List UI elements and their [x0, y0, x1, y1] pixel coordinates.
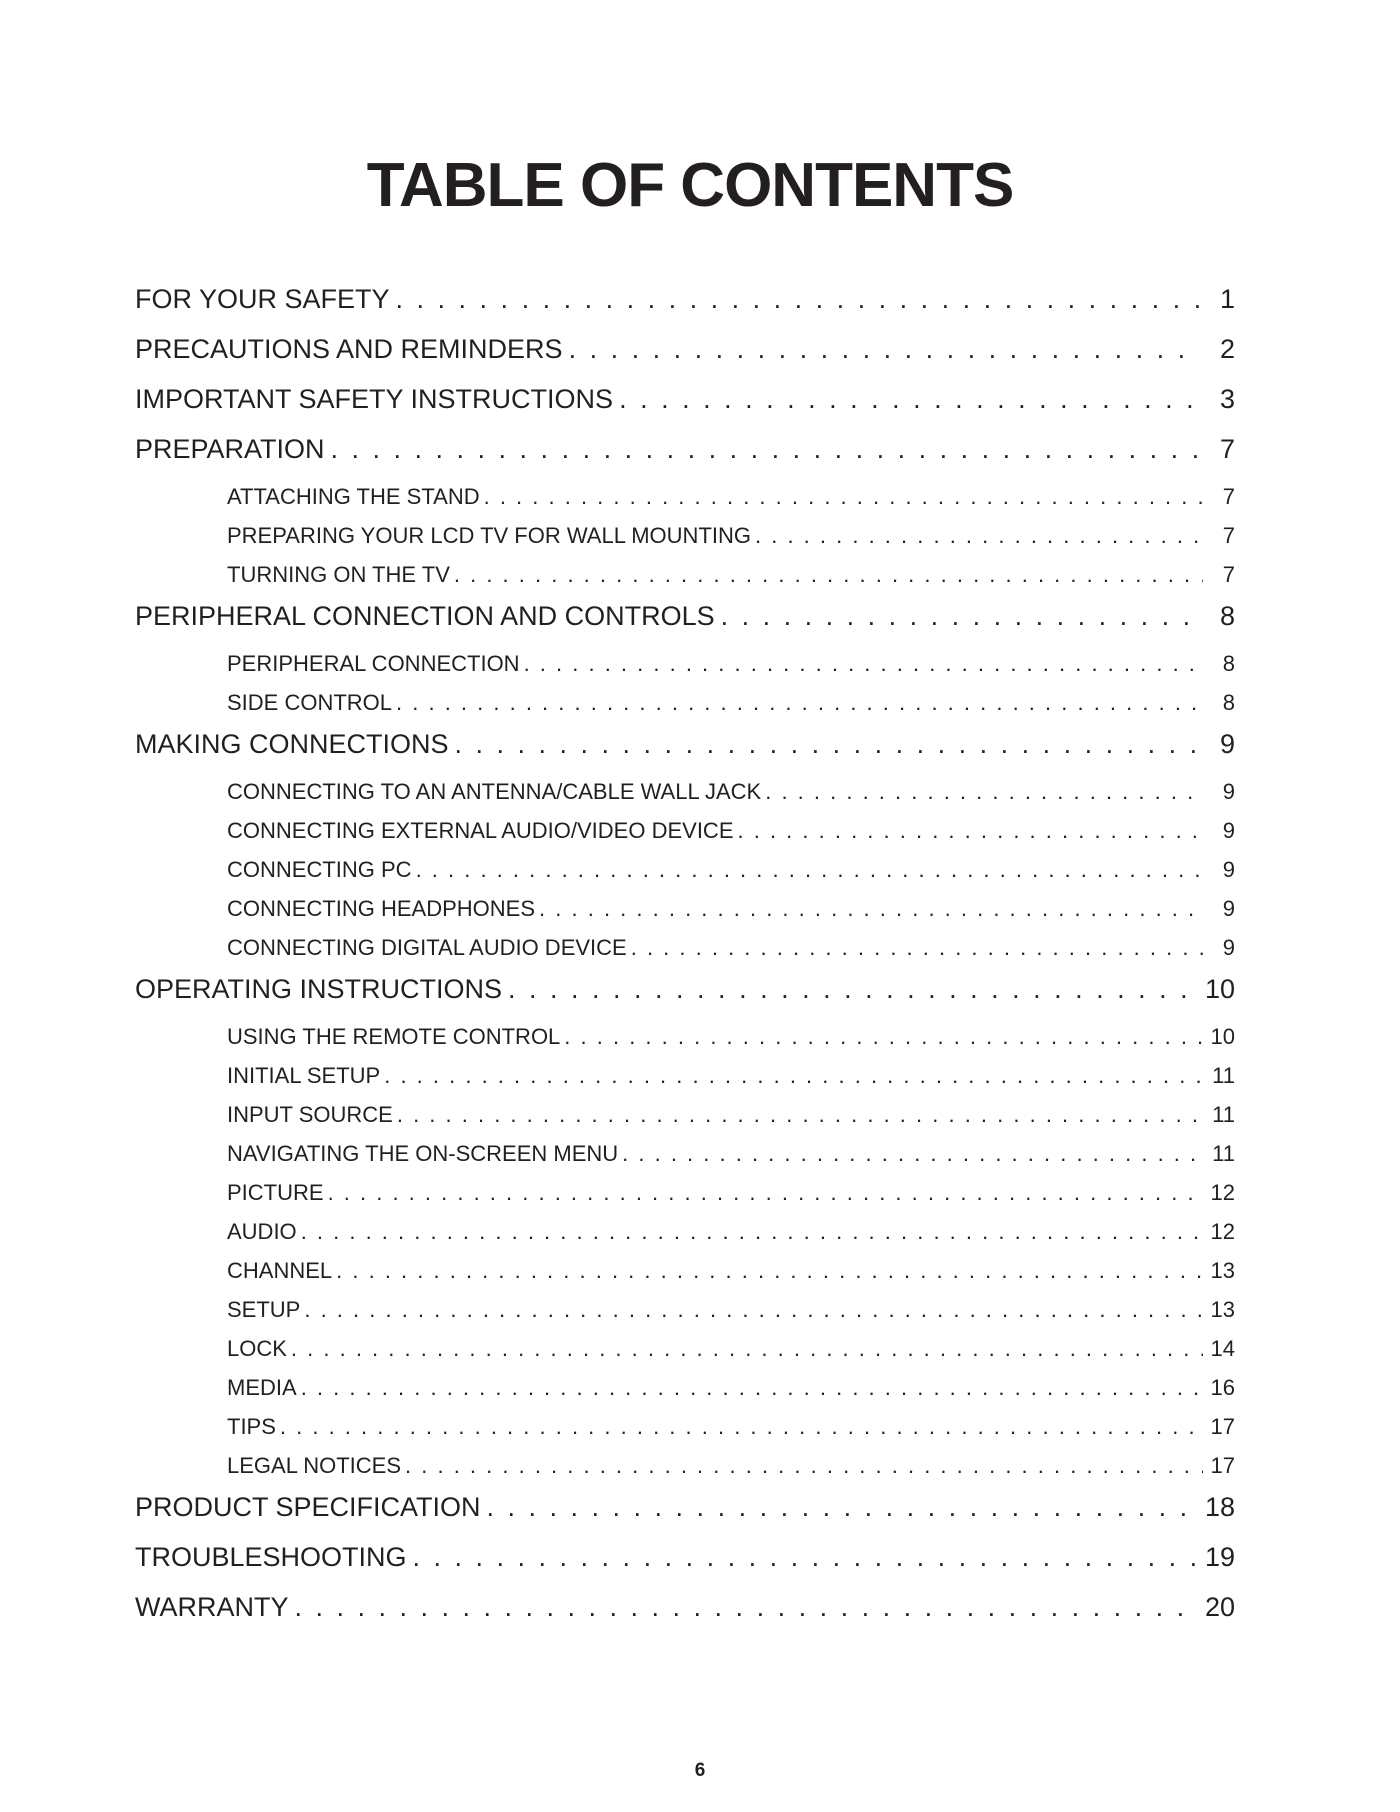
toc-subsection-entry[interactable] — [135, 562, 1235, 601]
toc-subsection-entry[interactable] — [135, 1336, 1235, 1375]
toc-entry-page: 7 — [1222, 484, 1235, 509]
dot-leader — [508, 974, 1199, 1005]
toc-section-entry[interactable] — [135, 1492, 1235, 1542]
toc-entry-page: 19 — [1204, 1542, 1235, 1572]
toc-entry-label: OPERATING INSTRUCTIONS — [135, 974, 503, 1004]
toc-entry-page: 3 — [1219, 384, 1235, 414]
toc-entry-label: USING THE REMOTE CONTROL — [227, 1024, 561, 1049]
toc-entry-page: 12 — [1210, 1180, 1235, 1205]
toc-section-entry[interactable] — [135, 1592, 1235, 1642]
dot-leader — [569, 334, 1201, 365]
page-title: TABLE OF CONTENTS — [366, 151, 1014, 220]
dot-leader — [328, 1180, 1203, 1206]
toc-entry-label: PREPARATION — [135, 434, 325, 464]
toc-entry-label: CONNECTING PC — [227, 857, 412, 882]
toc-entry-page: 9 — [1222, 935, 1235, 960]
toc-entry-page: 11 — [1212, 1063, 1235, 1088]
dot-leader — [455, 729, 1201, 760]
toc-subsection-entry[interactable] — [135, 1141, 1235, 1180]
toc-entry-page: 9 — [1222, 857, 1235, 882]
dot-leader — [301, 1219, 1203, 1245]
dot-leader — [405, 1453, 1203, 1479]
toc-entry-label: PERIPHERAL CONNECTION — [227, 651, 520, 676]
toc-entry-page: 14 — [1210, 1336, 1235, 1361]
toc-entry-page: 9 — [1222, 779, 1235, 804]
toc-subsection-entry[interactable] — [135, 857, 1235, 896]
toc-subsection-entry[interactable] — [135, 896, 1235, 935]
dot-leader — [291, 1336, 1203, 1362]
toc-entry-page: 10 — [1210, 1024, 1235, 1049]
toc-entry-page: 7 — [1219, 434, 1235, 464]
toc-entry-label: PERIPHERAL CONNECTION AND CONTROLS — [135, 601, 715, 631]
toc-entry-page: 18 — [1204, 1492, 1235, 1522]
toc-entry-label: CONNECTING EXTERNAL AUDIO/VIDEO DEVICE — [227, 818, 734, 843]
dot-leader — [619, 384, 1201, 415]
toc-entry-label: ATTACHING THE STAND — [227, 484, 480, 509]
toc-entry-page: 8 — [1222, 690, 1235, 715]
dot-leader — [331, 434, 1201, 465]
toc-entry-page: 9 — [1222, 896, 1235, 921]
toc-entry-page: 1 — [1219, 284, 1235, 314]
toc-subsection-entry[interactable] — [135, 935, 1235, 974]
toc-subsection-entry[interactable] — [135, 1063, 1235, 1102]
toc-entry-label: LEGAL NOTICES — [227, 1453, 402, 1478]
toc-entry-label: SIDE CONTROL — [227, 690, 393, 715]
toc-entry-page: 7 — [1222, 523, 1235, 548]
toc-entry-label: PRECAUTIONS AND REMINDERS — [135, 334, 563, 364]
dot-leader — [755, 523, 1203, 549]
toc-subsection-entry[interactable] — [135, 690, 1235, 729]
toc-subsection-entry[interactable] — [135, 1375, 1235, 1414]
toc-entry-page: 9 — [1219, 729, 1235, 759]
dot-leader — [564, 1024, 1203, 1050]
toc-entry-label: FOR YOUR SAFETY — [135, 284, 390, 314]
dot-leader — [304, 1297, 1203, 1323]
toc-entry-label: WARRANTY — [135, 1592, 289, 1622]
dot-leader — [454, 562, 1203, 588]
toc-entry-page: 10 — [1204, 974, 1235, 1004]
toc-entry-page: 17 — [1210, 1453, 1235, 1478]
table-of-contents — [135, 284, 1235, 1642]
toc-section-entry[interactable] — [135, 434, 1235, 484]
toc-section-entry[interactable] — [135, 601, 1235, 651]
toc-entry-label: PREPARING YOUR LCD TV FOR WALL MOUNTING — [227, 523, 751, 548]
toc-subsection-entry[interactable] — [135, 1219, 1235, 1258]
toc-entry-label: NAVIGATING THE ON-SCREEN MENU — [227, 1141, 619, 1166]
toc-entry-label: CHANNEL — [227, 1258, 333, 1283]
dot-leader — [765, 779, 1203, 805]
toc-subsection-entry[interactable] — [135, 1180, 1235, 1219]
toc-entry-label: AUDIO — [227, 1219, 297, 1244]
dot-leader — [396, 690, 1203, 716]
toc-entry-page: 8 — [1222, 651, 1235, 676]
toc-entry-label: PRODUCT SPECIFICATION — [135, 1492, 481, 1522]
toc-subsection-entry[interactable] — [135, 1024, 1235, 1063]
dot-leader — [413, 1542, 1199, 1573]
toc-entry-label: INPUT SOURCE — [227, 1102, 393, 1127]
toc-subsection-entry[interactable] — [135, 1258, 1235, 1297]
dot-leader — [280, 1414, 1203, 1440]
toc-entry-label: CONNECTING HEADPHONES — [227, 896, 536, 921]
dot-leader — [631, 935, 1203, 961]
dot-leader — [738, 818, 1204, 844]
toc-entry-page: 16 — [1210, 1375, 1235, 1400]
toc-entry-label: PICTURE — [227, 1180, 324, 1205]
dot-leader — [622, 1141, 1203, 1167]
toc-subsection-entry[interactable] — [135, 1102, 1235, 1141]
toc-entry-page: 13 — [1210, 1258, 1235, 1283]
toc-subsection-entry[interactable] — [135, 523, 1235, 562]
toc-subsection-entry[interactable] — [135, 779, 1235, 818]
toc-section-entry[interactable] — [135, 974, 1235, 1024]
dot-leader — [539, 896, 1203, 922]
toc-entry-page: 7 — [1222, 562, 1235, 587]
toc-entry-label: LOCK — [227, 1336, 287, 1361]
dot-leader — [484, 484, 1203, 510]
toc-entry-page: 20 — [1204, 1592, 1235, 1622]
toc-subsection-entry[interactable] — [135, 818, 1235, 857]
dot-leader — [416, 857, 1203, 883]
toc-entry-label: MAKING CONNECTIONS — [135, 729, 449, 759]
toc-section-entry[interactable] — [135, 384, 1235, 434]
toc-entry-page: 11 — [1212, 1102, 1235, 1127]
dot-leader — [336, 1258, 1203, 1284]
page-number: 6 — [694, 1760, 706, 1781]
toc-entry-label: TROUBLESHOOTING — [135, 1542, 407, 1572]
toc-entry-page: 2 — [1219, 334, 1235, 364]
toc-subsection-entry[interactable] — [135, 1453, 1235, 1492]
toc-entry-page: 9 — [1222, 818, 1235, 843]
toc-entry-page: 17 — [1210, 1414, 1235, 1439]
dot-leader — [487, 1492, 1199, 1523]
dot-leader — [524, 651, 1203, 677]
toc-entry-label: CONNECTING TO AN ANTENNA/CABLE WALL JACK — [227, 779, 762, 804]
toc-entry-page: 11 — [1212, 1141, 1235, 1166]
toc-subsection-entry[interactable] — [135, 484, 1235, 523]
toc-entry-label: SETUP — [227, 1297, 301, 1322]
toc-subsection-entry[interactable] — [135, 651, 1235, 690]
toc-entry-label: IMPORTANT SAFETY INSTRUCTIONS — [135, 384, 614, 414]
dot-leader — [295, 1592, 1199, 1623]
toc-entry-label: TURNING ON THE TV — [227, 562, 450, 587]
toc-entry-page: 13 — [1210, 1297, 1235, 1322]
toc-entry-page: 8 — [1219, 601, 1235, 631]
dot-leader — [384, 1063, 1203, 1089]
toc-entry-label: CONNECTING DIGITAL AUDIO DEVICE — [227, 935, 627, 960]
toc-section-entry[interactable] — [135, 1542, 1235, 1592]
toc-section-entry[interactable] — [135, 284, 1235, 334]
dot-leader — [397, 1102, 1203, 1128]
toc-subsection-entry[interactable] — [135, 1297, 1235, 1336]
toc-entry-label: TIPS — [227, 1414, 276, 1439]
toc-entry-page: 12 — [1210, 1219, 1235, 1244]
toc-section-entry[interactable] — [135, 334, 1235, 384]
dot-leader — [396, 284, 1201, 315]
toc-subsection-entry[interactable] — [135, 1414, 1235, 1453]
dot-leader — [301, 1375, 1203, 1401]
toc-entry-label: MEDIA — [227, 1375, 297, 1400]
dot-leader — [721, 601, 1201, 632]
toc-section-entry[interactable] — [135, 729, 1235, 779]
toc-entry-label: INITIAL SETUP — [227, 1063, 381, 1088]
